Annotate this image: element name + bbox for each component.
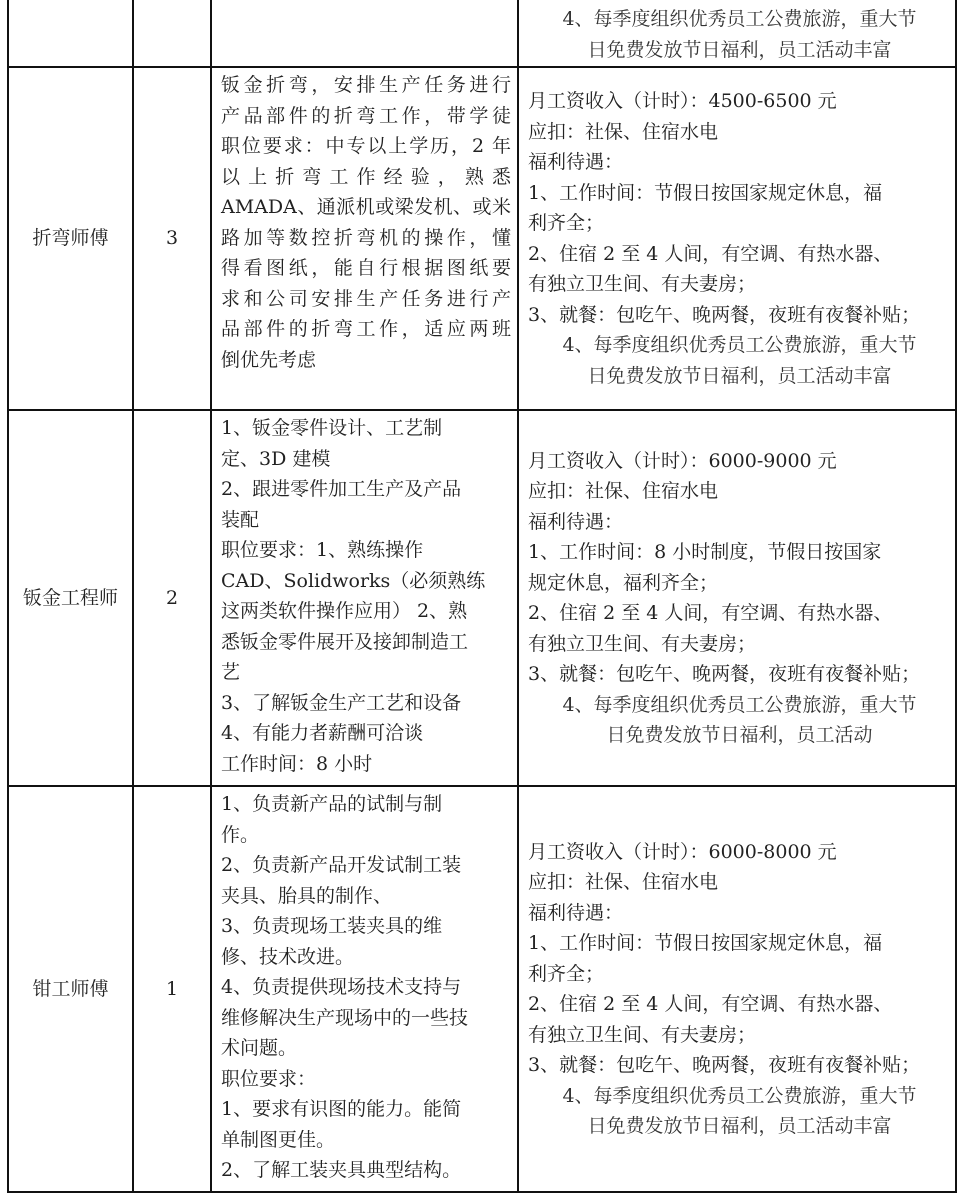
job-title-cell — [8, 0, 133, 67]
description-line: 3、了解钣金生产工艺和设备 — [221, 691, 462, 714]
job-description-cell — [211, 410, 518, 786]
description-line: 2、了解工装夹具典型结构。 — [221, 1159, 462, 1181]
benefit-line: 4、每季度组织优秀员工公费旅游，重大节 — [562, 8, 917, 30]
headcount: 1 — [165, 977, 179, 1000]
description-line: 术问题。 — [221, 1037, 298, 1059]
job-description-cell — [211, 0, 518, 67]
benefit-line: 3、就餐：包吃午、晚两餐，夜班有夜餐补贴； — [528, 303, 921, 326]
benefits-cell — [518, 786, 956, 1192]
description-line: 2、跟进零件加工生产及产品 — [221, 478, 462, 500]
benefit-line: 规定休息，福利齐全； — [528, 571, 719, 594]
description-line: 品部件的折弯工作，适应两班 — [221, 318, 511, 340]
description-line: 夹具、胎具的制作、 — [221, 884, 393, 907]
benefit-line: 有独立卫生间、有夫妻房； — [528, 632, 757, 655]
description-line: 钣金折弯，安排生产任务进行 — [221, 74, 511, 96]
description-line: 产品部件的折弯工作，带学徒 — [221, 104, 511, 127]
benefit-line: 利齐全； — [528, 962, 605, 985]
job-description-cell — [211, 786, 518, 1192]
salary-line: 月工资收入（计时）：6000-8000 元 — [528, 840, 837, 863]
description-line: 工作时间：8 小时 — [221, 752, 373, 775]
salary-line: 月工资收入（计时）：6000-9000 元 — [528, 449, 837, 472]
benefit-line: 日免费发放节日福利，员工活动丰富 — [587, 364, 892, 387]
job-title-cell — [8, 410, 133, 786]
benefit-heading: 福利待遇： — [528, 901, 624, 924]
job-title-cell — [8, 67, 133, 410]
benefit-line: 1、工作时间：节假日按国家规定休息，福 — [528, 181, 883, 204]
benefit-line: 2、住宿 2 至 4 人间，有空调、有热水器、 — [528, 993, 893, 1015]
description-line: 4、负责提供现场技术支持与 — [221, 976, 462, 998]
description-line: 职位要求：中专以上学历，2 年 — [221, 135, 511, 157]
headcount-cell — [133, 0, 211, 67]
job-title: 钣金工程师 — [22, 586, 118, 609]
benefit-line: 有独立卫生间、有夫妻房； — [528, 1023, 757, 1046]
job-title: 钳工师傅 — [32, 977, 109, 1000]
description-line: 路加等数控折弯机的操作，懂 — [221, 226, 511, 249]
headcount: 3 — [165, 227, 179, 250]
description-line: 定、3D 建模 — [221, 447, 331, 470]
benefit-line: 4、每季度组织优秀员工公费旅游，重大节 — [562, 1084, 917, 1107]
description-line: AMADA、通派机或梁发机、或米 — [221, 196, 511, 218]
description-line: 这两类软件操作应用） 2、熟 — [221, 600, 468, 622]
benefit-heading: 福利待遇： — [528, 510, 624, 533]
job-description-cell — [211, 67, 518, 410]
deduction-line: 应扣：社保、住宿水电 — [528, 480, 719, 502]
benefit-line: 1、工作时间：8 小时制度，节假日按国家 — [528, 541, 882, 563]
description-line: 悉钣金零件展开及接卸制造工 — [221, 630, 469, 653]
job-listings-table — [7, 0, 957, 1193]
description-line: 1、负责新产品的试制与制 — [221, 793, 443, 815]
table-row-continuation — [8, 0, 956, 67]
benefit-line: 2、住宿 2 至 4 人间，有空调、有热水器、 — [528, 242, 893, 265]
benefit-line: 3、就餐：包吃午、晚两餐，夜班有夜餐补贴； — [528, 1054, 921, 1076]
description-line: 作。 — [221, 823, 260, 846]
description-line: 2、负责新产品开发试制工装 — [221, 854, 462, 876]
description-line: 倒优先考虑 — [221, 348, 317, 371]
table-row-bending-master — [8, 67, 956, 410]
description-line: 单制图更佳。 — [221, 1128, 336, 1151]
benefit-heading: 福利待遇： — [528, 151, 624, 173]
description-line: CAD、Solidworks（必须熟练 — [221, 569, 486, 592]
headcount-cell — [133, 410, 211, 786]
description-line: 职位要求： — [221, 1067, 317, 1090]
benefit-line: 4、每季度组织优秀员工公费旅游，重大节 — [562, 693, 917, 716]
benefits-cell — [518, 410, 956, 786]
table-row-fitter-master — [8, 786, 956, 1192]
description-line: 1、要求有识图的能力。能简 — [221, 1098, 462, 1120]
job-title: 折弯师傅 — [32, 227, 109, 250]
benefit-line: 2、住宿 2 至 4 人间，有空调、有热水器、 — [528, 602, 893, 624]
benefit-line: 日免费发放节日福利，员工活动 — [606, 724, 873, 746]
job-title-cell — [8, 786, 133, 1192]
description-line: 求和公司安排生产任务进行产 — [221, 287, 511, 310]
description-line: 4、有能力者薪酬可洽谈 — [221, 722, 424, 744]
headcount: 2 — [165, 586, 179, 609]
benefit-line: 有独立卫生间、有夫妻房； — [528, 273, 757, 295]
description-line: 职位要求：1、熟练操作 — [221, 539, 424, 561]
benefit-line: 日免费发放节日福利，员工活动丰富 — [587, 1115, 892, 1137]
deduction-line: 应扣：社保、住宿水电 — [528, 120, 719, 143]
description-line: 艺 — [221, 661, 241, 683]
benefits-cell — [518, 67, 956, 410]
description-line: 1、钣金零件设计、工艺制 — [221, 417, 443, 439]
benefit-line: 日免费发放节日福利，员工活动丰富 — [587, 38, 892, 61]
description-line: 以上折弯工作经验，熟悉 — [221, 165, 511, 188]
benefit-line: 利齐全； — [528, 212, 605, 234]
description-line: 维修解决生产现场中的一些技 — [221, 1006, 469, 1029]
description-line: 3、负责现场工装夹具的维 — [221, 915, 443, 937]
description-line: 修、技术改进。 — [221, 945, 355, 968]
deduction-line: 应扣：社保、住宿水电 — [528, 871, 719, 893]
benefits-cell — [518, 0, 956, 67]
headcount-cell — [133, 67, 211, 410]
benefit-line: 1、工作时间：节假日按国家规定休息，福 — [528, 932, 883, 954]
description-line: 装配 — [221, 508, 260, 531]
benefit-line: 4、每季度组织优秀员工公费旅游，重大节 — [562, 334, 917, 356]
salary-line: 月工资收入（计时）：4500-6500 元 — [528, 90, 837, 112]
headcount-cell — [133, 786, 211, 1192]
table-row-sheet-metal-engineer — [8, 410, 956, 786]
description-line: 得看图纸，能自行根据图纸要 — [221, 257, 511, 279]
benefit-line: 3、就餐：包吃午、晚两餐，夜班有夜餐补贴； — [528, 663, 921, 685]
